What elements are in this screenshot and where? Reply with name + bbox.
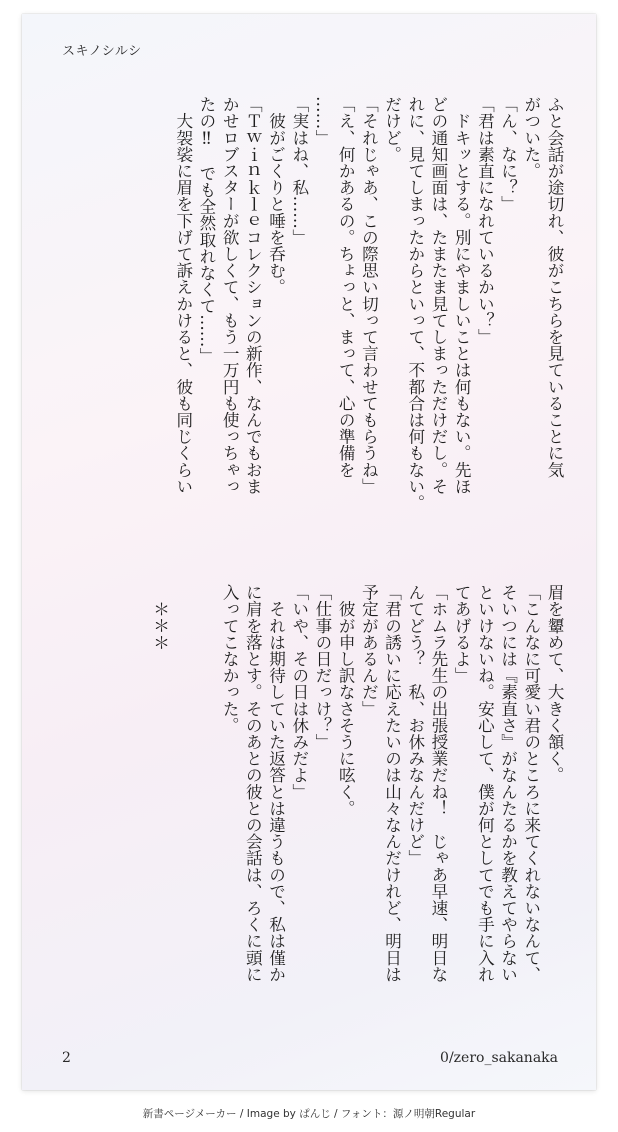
page-number: 2 [62,1050,71,1066]
text-column: 眉を顰めて、大きく頷く。 [545,584,564,784]
text-column: 大袈裟に眉を下げて訴えかけると、彼も同じくらい [173,96,193,495]
text-column: だけど。 [382,96,402,163]
text-column: れに、見てしまったからといって、不都合は何もない。 [405,96,425,511]
text-column: がついた。 [521,96,541,179]
text-column: ……」 [312,96,332,146]
text-column: てあげるよ」 [452,584,472,684]
text-column: 「それじゃあ、この際思い切って言わせてもらうね」 [359,96,379,495]
text-column: 「仕事の日だっけ？」 [312,584,332,750]
upper-text-block [46,96,566,536]
text-column: 「Ｔｗｉｎｋｌｅコレクションの新作、なんでもおま [243,96,263,495]
text-column: たの‼ でも全然取れなくて……」 [196,96,216,364]
lower-text-block [46,584,566,1024]
text-column: 予定があるんだ」 [359,584,379,717]
text-column [172,584,195,1024]
text-column: に肩を落とす。そのあとの彼との会話は、ろくに頭に [243,584,263,983]
text-column [195,584,218,1024]
text-column: ドキッとする。別にやましいことは何もない。先ほ [452,96,472,495]
text-column: 「いや、その日は休みだよ」 [289,584,309,800]
text-column: 入ってこなかった。 [220,584,240,734]
text-column: ふと会話が途切れ、彼がこちらを見ていることに気 [545,96,564,478]
text-column: 「君の誘いに応えたいのは山々なんだけれど、明日は [382,584,402,983]
text-column: 彼が申し訳なさそうに呟く。 [336,584,356,817]
text-column: そいつには『素直さ』がなんたるかを教えてやらない [498,584,518,983]
text-column: ＊＊＊ [150,584,170,651]
text-column: 彼がごくりと唾を呑む。 [266,96,286,296]
text-column: 「ホムラ先生の出張授業だね！ じゃあ早速、明日な [428,584,448,983]
text-column: それは期待していた返答とは違うもので、私は僅か [266,584,286,983]
text-column: どの通知画面は、たまたま見てしまっただけだし。そ [428,96,448,495]
text-column: かせロブスターが欲しくて、もう一万円も使っちゃっ [220,96,240,495]
text-column: 「え、何かあるの。ちょっと、まって、心の準備を [336,96,356,478]
text-column: といけないね。安心して、僕が何としてでも手に入れ [475,584,495,983]
text-column: 「こんなに可愛い君のところに来てくれないなんて、 [521,584,541,983]
book-page [22,14,596,1090]
generator-credit: 新書ページメーカー / Image by ぱんじ / フォント：源ノ明朝Regular [142,1108,476,1120]
author-handle: 0/zero_sakanaka [440,1050,558,1066]
text-column: 「君は素直になれているかい？」 [475,96,495,345]
text-column: 「ん、なに？」 [498,96,518,213]
running-head-title: スキノシルシ [62,44,142,59]
text-column: んてどう？ 私、お休みなんだけど」 [405,584,425,867]
text-column: 「実はね、私……」 [289,96,309,246]
